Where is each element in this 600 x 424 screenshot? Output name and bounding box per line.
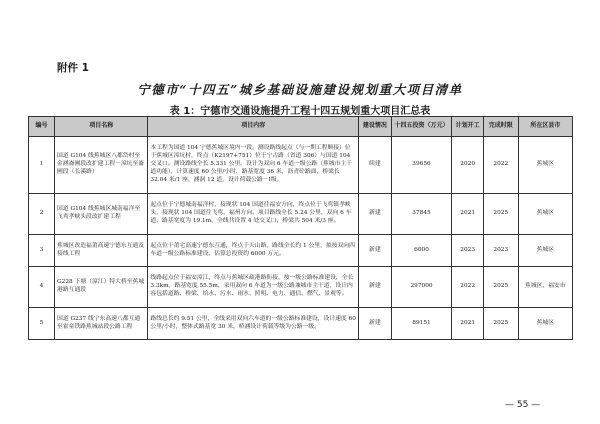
header-district: 所在区县市 <box>518 117 572 137</box>
cell-name: 蕉城区改造福莆高速宁德东互通及接线工程 <box>55 235 148 267</box>
header-investment: 十四五投资（万元） <box>391 117 452 137</box>
cell-status: 新建 <box>359 308 392 340</box>
cell-start: 2022 <box>452 267 483 308</box>
project-table <box>28 116 573 340</box>
header-content: 项目内容 <box>148 117 359 137</box>
document-title: 宁德市“十四五”城乡基础设施建设规划重大项目清单 <box>137 82 463 97</box>
cell-content: 起点位于宁德城南福洋村，接现状 104 国道往福安方向，终点位于飞鸾镇孝峡头，接现状 104 国道往飞鸾、福州方向。项目路线全长 5.24 公里，双向 6 车道，路基宽度为 19.1m，全线共设置 4 处交叉口，桥梁共 504 米/3 座。 <box>148 194 359 235</box>
cell-start: 2021 <box>452 308 483 340</box>
cell-investment: 297000 <box>391 267 452 308</box>
cell-investment: 39656 <box>391 137 452 194</box>
cell-status: 新建 <box>359 194 392 235</box>
cell-finish: 2025 <box>483 194 518 235</box>
cell-no: 3 <box>29 235 55 267</box>
page-number: — 55 — <box>505 400 541 410</box>
header-name: 项目名称 <box>55 117 148 137</box>
cell-no: 2 <box>29 194 55 235</box>
cell-status: 续建 <box>359 137 392 194</box>
cell-finish: 2025 <box>483 267 518 308</box>
cell-content: 本工程为国道 104 宁德蕉城区境内一段。测设路线起点（与一期工程顺接）位于蕉城区漳坑村，终点（K2197+751）位于宁古路（省道 306）与国道 104 交叉口。测设路线全长 5.331 公里。设计为双向 6 车道一级公路（蕉城市主干道功能），计算速度 60 公里/小时，路基宽度 36 米，沥青砼路面，桥梁长 32.04 米/1 座，涵洞 12 道，设计荷载公路－Ⅰ级。 <box>148 137 359 194</box>
table-row <box>29 194 573 235</box>
cell-district: 蕉城区 <box>518 137 572 194</box>
cell-no: 4 <box>29 267 55 308</box>
cell-content: 起点位于莆宅高速宁德东互通，终点于天山路，路线全长约 1 公里，拟按双向四车道一级公路标准建设，估算总投资约 6000 万元。 <box>148 235 359 267</box>
cell-no: 5 <box>29 308 55 340</box>
cell-start: 2020 <box>452 137 483 194</box>
cell-investment: 6000 <box>391 235 452 267</box>
cell-name: 国道 G104 线蕉城区城南福洋至飞鸾孝峡头段改扩建工程 <box>55 194 148 235</box>
cell-district: 蕉城区 <box>518 308 572 340</box>
cell-start: 2023 <box>452 235 483 267</box>
cell-finish: 2025 <box>483 308 518 340</box>
cell-investment: 89151 <box>391 308 452 340</box>
table-title: 表 1：宁德市交通设施提升工程十四五规划重大项目汇总表 <box>169 106 431 117</box>
table-row <box>29 137 573 194</box>
cell-finish: 2023 <box>483 235 518 267</box>
cell-status: 新建 <box>359 235 392 267</box>
cell-district: 蕉城区、福安市 <box>518 267 572 308</box>
header-start: 计划开工 <box>452 117 483 137</box>
cell-district: 蕉城区 <box>518 194 572 235</box>
cell-finish: 2022 <box>483 137 518 194</box>
cell-no: 1 <box>29 137 55 194</box>
cell-investment: 37845 <box>391 194 452 235</box>
table-row <box>29 235 573 267</box>
cell-content: 路线总长约 9.51 公里，全线采用双向六车道的一级公路标准建设，设计速度 60 公里/小时，整体式路基宽 30 米，桥涵设计荷载等级为公路一级。 <box>148 308 359 340</box>
cell-start: 2021 <box>452 194 483 235</box>
table-row <box>29 308 573 340</box>
cell-name: 国道 G237 线宁东高速八都互通至霍童铁路蕉城站段公路工程 <box>55 308 148 340</box>
cell-district: 蕉城区 <box>518 235 572 267</box>
header-no: 编号 <box>29 117 55 137</box>
cell-name: G228 下塘（漳江）特大桥至蕉城港路互通段 <box>55 267 148 308</box>
cell-status: 新建 <box>359 267 392 308</box>
table-row <box>29 267 573 308</box>
cell-content: 线路起点位于福安漳江，终点与蕉城区疏港路衔接，按一级公路标准建设，全长 3.3km，路基宽度 55.5m，采用双向 6 车道为一级公路兼城市主干道，设计内容包括道路、桥梁、给水、污水、雨水、照明、电力、通信、燃气、景观等。 <box>148 267 359 308</box>
header-finish: 完成时限 <box>483 117 518 137</box>
cell-name: 国道 G104 线蕉城区八都岱村至金涵崙圃段改扩建工程－漳坑至崙圃段（长溪路） <box>55 137 148 194</box>
table-header-row <box>29 117 573 137</box>
header-status: 建设情况 <box>359 117 392 137</box>
attachment-label: 附件 1 <box>57 62 89 74</box>
